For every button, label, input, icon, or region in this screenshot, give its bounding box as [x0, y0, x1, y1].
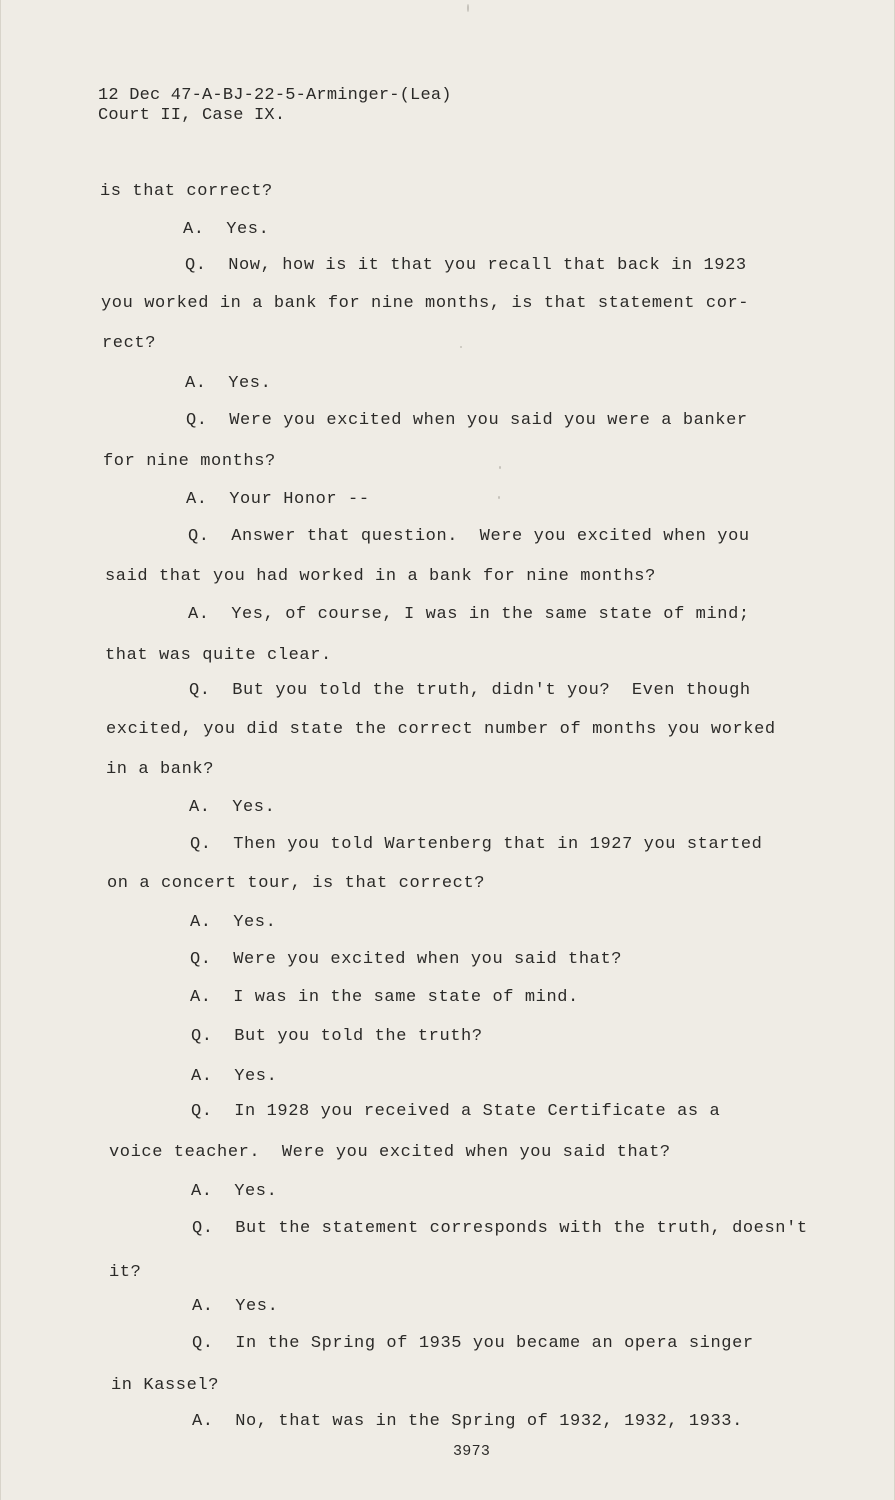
transcript-line: A. No, that was in the Spring of 1932, 1932, 1933. [192, 1412, 743, 1431]
transcript-line: Q. Answer that question. Were you excited when you [188, 527, 750, 546]
transcript-line: Q. But you told the truth, didn't you? Even though [189, 681, 751, 700]
transcript-line: for nine months? [103, 452, 276, 471]
transcript-line: Q. But you told the truth? [191, 1027, 483, 1046]
transcript-line: rect? [102, 334, 157, 353]
transcript-line: A. Yes. [191, 1067, 278, 1086]
paper-speck [467, 4, 469, 12]
transcript-line: A. Yes. [192, 1297, 279, 1316]
transcript-line: that was quite clear. [105, 646, 332, 665]
transcript-line: Q. In 1928 you received a State Certificate as a [191, 1102, 721, 1121]
transcript-line: said that you had worked in a bank for nine months? [105, 567, 656, 586]
transcript-line: Q. But the statement corresponds with the truth, doesn't [192, 1219, 808, 1238]
transcript-line: voice teacher. Were you excited when you said that? [109, 1143, 671, 1162]
header-reference: 12 Dec 47-A-BJ-22-5-Arminger-(Lea) [98, 86, 452, 105]
transcript-line: A. I was in the same state of mind. [190, 988, 579, 1007]
transcript-line: A. Your Honor -- [186, 490, 370, 509]
transcript-line: Q. Then you told Wartenberg that in 1927 you started [190, 835, 763, 854]
document-header [98, 86, 452, 126]
transcript-line: on a concert tour, is that correct? [107, 874, 486, 893]
transcript-line: Q. Were you excited when you said that? [190, 950, 623, 969]
transcript-line: Q. Were you excited when you said you were a banker [186, 411, 748, 430]
transcript-line: in a bank? [106, 760, 215, 779]
transcript-line: Q. In the Spring of 1935 you became an opera singer [192, 1334, 754, 1353]
transcript-line: is that correct? [100, 182, 273, 201]
transcript-line: A. Yes. [185, 374, 272, 393]
paper-speck [460, 346, 462, 348]
transcript-line: A. Yes. [189, 798, 276, 817]
transcript-line: Q. Now, how is it that you recall that back in 1923 [185, 256, 747, 275]
paper-speck [498, 496, 500, 499]
transcript-line: in Kassel? [111, 1376, 220, 1395]
page-number: 3973 [453, 1443, 491, 1460]
transcript-line: A. Yes. [183, 220, 270, 239]
transcript-line: you worked in a bank for nine months, is that statement cor- [101, 294, 750, 313]
transcript-line: A. Yes, of course, I was in the same state of mind; [188, 605, 750, 624]
header-court-case: Court II, Case IX. [98, 106, 286, 125]
transcript-line: excited, you did state the correct number of months you worked [106, 720, 776, 739]
transcript-line: A. Yes. [190, 913, 277, 932]
transcript-line: A. Yes. [191, 1182, 278, 1201]
paper-speck [499, 466, 501, 469]
transcript-line: it? [109, 1263, 142, 1282]
